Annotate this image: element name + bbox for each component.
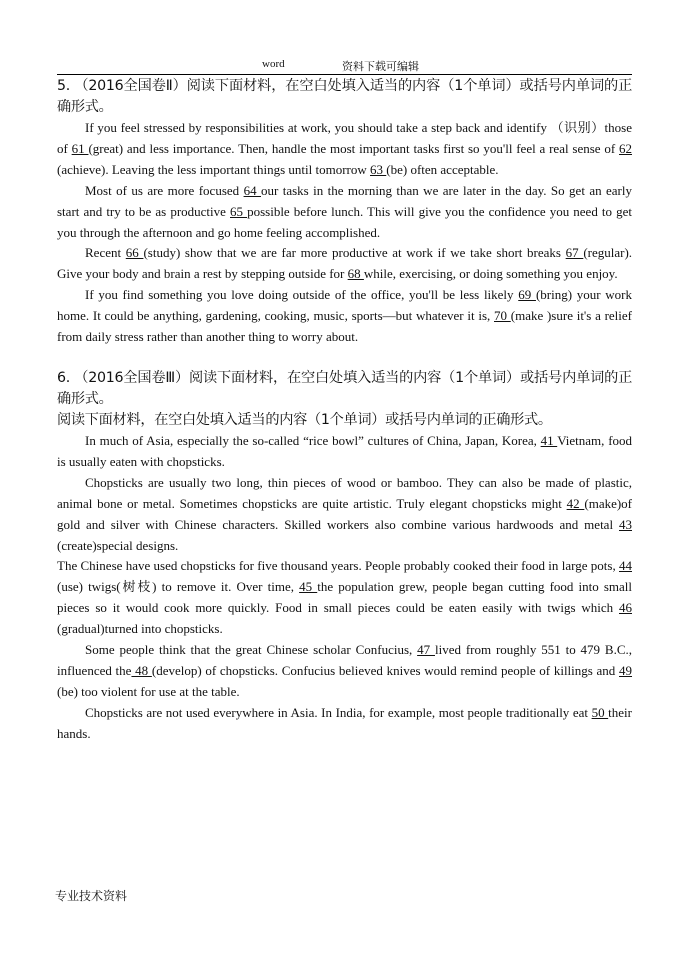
section6-title: 6. （2016全国卷Ⅲ）阅读下面材料，在空白处填入适当的内容（1个单词）或括号内单词的正确形式。 [57, 369, 632, 407]
document-body [57, 76, 632, 745]
text-run: (use) twigs(树枝) to remove it. Over time, [57, 579, 300, 595]
text-run: (create)special designs. [57, 537, 179, 553]
text-run: Vietnam, food is usually eaten with chopsticks. [57, 432, 633, 469]
blank-47: 47 [417, 642, 435, 658]
text-run: possible before lunch. This will give you the confidence you need to get you through the afternoon and go home feeling accomplished. [57, 203, 632, 240]
text-run: (achieve). Leaving the less important things until tomorrow [57, 161, 371, 177]
header-right: 资料下载可编辑 [342, 61, 419, 73]
header-rule [57, 74, 632, 75]
text-run: If you find something you love doing outside of the office, you'll be less likely [85, 287, 519, 303]
text-run: (make )sure it's a relief from daily stress rather than another thing to worry about. [57, 308, 633, 345]
text-run: (develop) of chopsticks. Confucius believed knives would remind people of killings and [151, 662, 620, 678]
blank-46: 46 [619, 600, 632, 616]
blank-42: 42 [566, 495, 585, 511]
text-run: Most of us are more focused [85, 182, 244, 198]
section5-paragraph-4 [57, 285, 632, 348]
text-run: (gradual)turned into chopsticks. [57, 621, 223, 637]
text-run: In much of Asia, especially the so-called “rice bowl” cultures of China, Japan, Korea, [85, 432, 541, 448]
section6-paragraph-4 [57, 640, 632, 703]
section5-paragraph-2 [57, 181, 632, 244]
blank-66: 66 [125, 245, 144, 261]
blank-49: 49 [619, 662, 633, 678]
text-run: (be) too violent for use at the table. [57, 683, 240, 699]
section6-paragraph-2 [57, 473, 632, 557]
text-run: lived from roughly 551 to 479 B.C., influenced the [57, 642, 632, 678]
blank-43: 43 [619, 516, 632, 532]
blank-44: 44 [619, 558, 632, 574]
text-run: Chopsticks are not used everywhere in Asia. In India, for example, most people traditionally eat [85, 704, 592, 720]
text-run: (great) and less importance. Then, handle the most important tasks first so you'll feel a real sense of [88, 140, 619, 156]
blank-69: 69 [518, 287, 536, 303]
section-gap [57, 348, 632, 368]
section5-title: 5. （2016全国卷Ⅱ）阅读下面材料，在空白处填入适当的内容（1个单词）或括号内单词的正确形式。 [57, 78, 632, 115]
blank-70: 70 [494, 308, 511, 324]
blank-50: 50 [591, 704, 609, 720]
section6-paragraph-3 [57, 556, 632, 640]
blank-62: 62 [619, 140, 632, 156]
blank-64: 64 [243, 182, 261, 198]
text-run: (bring) your work home. It could be anything, gardening, cooking, music, sports—but whatever it is, [57, 287, 632, 324]
blank-61: 61 [71, 140, 89, 156]
blank-48: 48 [131, 662, 152, 678]
text-run: Recent [85, 245, 126, 261]
section5-paragraph-3 [57, 243, 632, 285]
section6-paragraph-1 [57, 431, 632, 473]
text-run: The Chinese have used chopsticks for five thousand years. People probably cooked their food in large pots, [57, 558, 619, 574]
blank-65: 65 [230, 203, 248, 219]
blank-68: 68 [347, 266, 364, 282]
blank-63: 63 [370, 161, 387, 177]
text-run: our tasks in the morning than we are later in the day. So get an early start and try to be as productive [57, 182, 632, 219]
text-run: Some people think that the great Chinese scholar Confucius, [85, 642, 418, 658]
text-run: If you feel stressed by responsibilities at work, you should take a step back and identify （识别）those of [57, 120, 632, 156]
page-header [57, 58, 632, 74]
section6-subtitle: 阅读下面材料，在空白处填入适当的内容（1个单词）或括号内单词的正确形式。 [57, 411, 552, 428]
blank-67: 67 [565, 245, 584, 261]
text-run: Chopsticks are usually two long, thin pieces of wood or bamboo. They can also be made of plastic, animal bone or metal. Sometimes chopsticks are quite artistic. Truly elegant chopsticks might [57, 474, 632, 511]
section6-paragraph-5 [57, 703, 632, 745]
blank-41: 41 [540, 432, 558, 448]
text-run: (be) often acceptable. [386, 161, 499, 177]
header-left: word [262, 58, 285, 70]
text-run: the population grew, people began cutting food into small pieces so it would cook more quickly. Food in small pieces could be eaten easily with twigs which [57, 579, 633, 616]
text-run: (make)of gold and silver with Chinese characters. Skilled workers also combine various hardwoods and metal [57, 495, 633, 532]
blank-45: 45 [299, 579, 318, 595]
page-footer: 专业技术资料 [55, 889, 128, 903]
text-run: while, exercising, or doing something you enjoy. [363, 266, 618, 282]
text-run: (regular). Give your body and brain a rest by stepping outside for [57, 245, 633, 282]
section5-paragraph-1 [57, 118, 632, 181]
text-run: (study) show that we are far more productive at work if we take short breaks [143, 245, 566, 261]
text-run: their hands. [57, 704, 632, 741]
